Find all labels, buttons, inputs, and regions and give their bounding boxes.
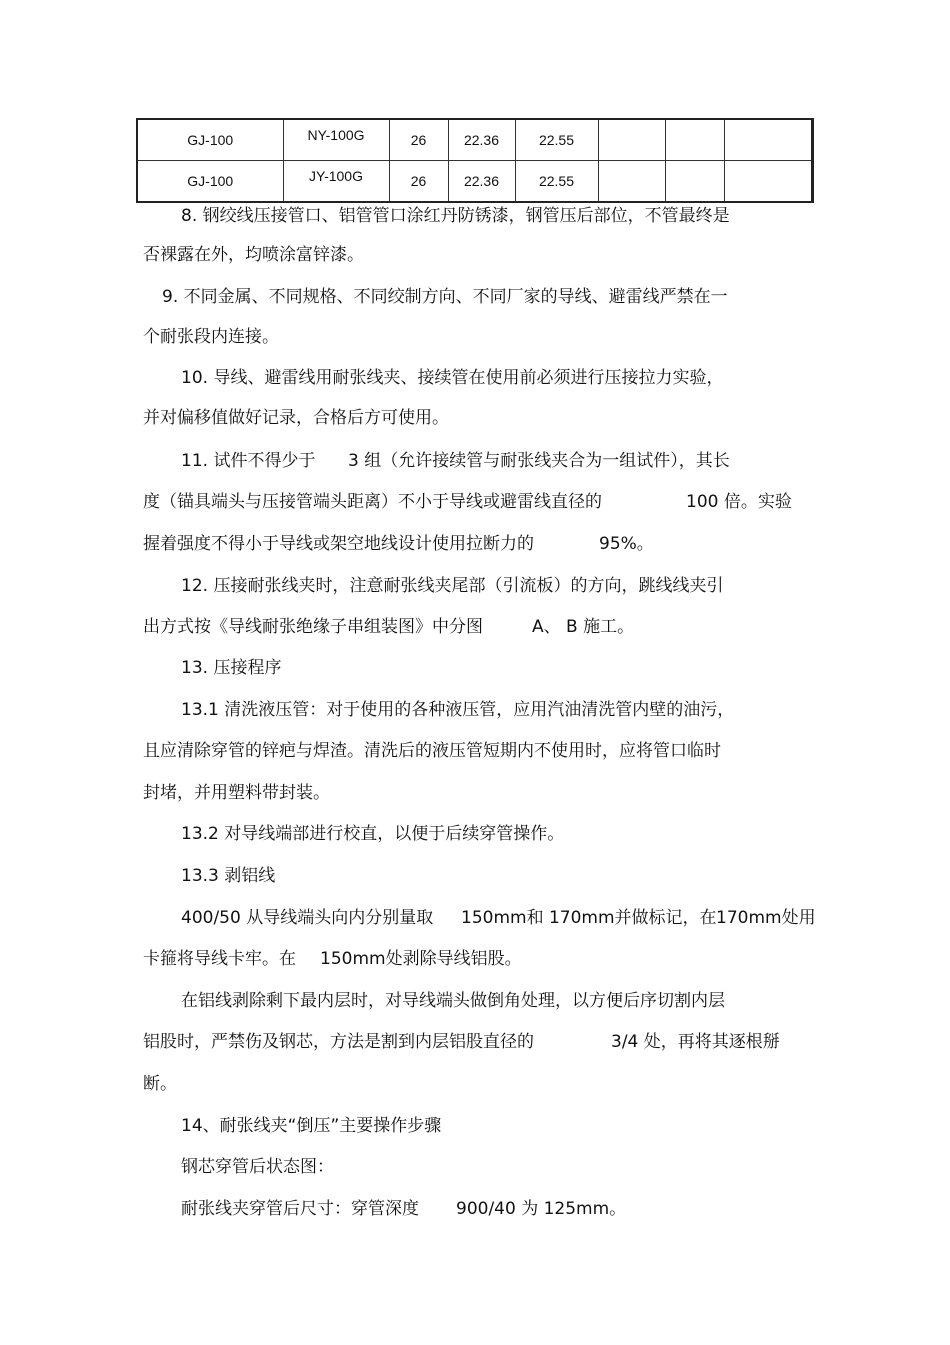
- paragraph-12-line-2a: 出方式按《导线耐张绝缘子串组装图》中分图: [143, 617, 483, 637]
- paragraph-13-2: 13.2 对导线端部进行校直，以便于后续穿管操作。: [181, 824, 565, 844]
- paragraph-8-line-1: 8. 钢绞线压接管口、铝管管口涂红丹防锈漆，钢管压后部位，不管最终是: [181, 206, 730, 226]
- table-cell: 22.55: [515, 119, 598, 161]
- paragraph-11-line-2a: 度（锚具端头与压接管端头距离）不小于导线或避雷线直径的: [143, 492, 602, 512]
- paragraph-400-line-1c: 170mm处用: [716, 908, 816, 928]
- paragraph-11-line-3a: 握着强度不得小于导线或架空地线设计使用拉断力的: [143, 534, 534, 554]
- table-cell: GJ-100: [137, 161, 283, 203]
- paragraph-11-line-1b: 3 组（允许接续管与耐张线夹合为一组试件），其长: [348, 451, 730, 471]
- table-row: [137, 161, 812, 203]
- paragraph-13-3: 13.3 剥铝线: [181, 866, 276, 886]
- table-cell: [598, 161, 665, 203]
- paragraph-12-line-2b: A、 B 施工。: [532, 617, 635, 637]
- paragraph-al-line-2b: 3/4 处，再将其逐根掰: [611, 1032, 780, 1052]
- paragraph-400-line-1b: 150mm和 170mm并做标记，在: [461, 908, 717, 928]
- dimension-line-b: 900/40 为 125mm。: [456, 1199, 627, 1219]
- table-cell: 22.36: [448, 161, 515, 203]
- table-cell: [724, 119, 812, 161]
- section-13-heading: 13. 压接程序: [181, 658, 282, 678]
- paragraph-al-line-2a: 铝股时，严禁伤及钢芯，方法是割到内层铝股直径的: [143, 1032, 534, 1052]
- paragraph-11-line-3b: 95%。: [599, 534, 654, 554]
- paragraph-10-line-1: 10. 导线、避雷线用耐张线夹、接续管在使用前必须进行压接拉力实验，: [181, 368, 724, 388]
- paragraph-13-1-line-2: 且应清除穿管的锌疤与焊渣。清洗后的液压管短期内不使用时，应将管口临时: [143, 741, 721, 761]
- paragraph-11-line-2b: 100 倍。实验: [686, 492, 792, 512]
- table-cell: NY-100G: [283, 119, 389, 161]
- paragraph-11-line-1a: 11. 试件不得少于: [181, 451, 316, 471]
- table-cell: [665, 119, 724, 161]
- table-cell: 26: [389, 161, 448, 203]
- table-cell: [665, 161, 724, 203]
- steel-core-caption: 钢芯穿管后状态图：: [181, 1157, 334, 1177]
- paragraph-12-line-1: 12. 压接耐张线夹时，注意耐张线夹尾部（引流板）的方向，跳线线夹引: [181, 576, 724, 596]
- table-row: [137, 119, 812, 161]
- paragraph-13-1-line-3: 封堵，并用塑料带封装。: [143, 783, 330, 803]
- paragraph-400-line-2b: 150mm处剥除导线铝股。: [320, 949, 522, 969]
- table-cell: JY-100G: [283, 161, 389, 203]
- paragraph-10-line-2: 并对偏移值做好记录，合格后方可使用。: [143, 408, 449, 428]
- table-cell: [598, 119, 665, 161]
- paragraph-9-line-1: 9. 不同金属、不同规格、不同绞制方向、不同厂家的导线、避雷线严禁在一: [162, 287, 728, 307]
- paragraph-9-line-2: 个耐张段内连接。: [143, 327, 279, 347]
- dimension-line-a: 耐张线夹穿管后尺寸：穿管深度: [181, 1199, 419, 1219]
- paragraph-13-1-line-1: 13.1 清洗液压管：对于使用的各种液压管，应用汽油清洗管内壁的油污，: [181, 700, 735, 720]
- spec-table: [136, 118, 814, 203]
- table-cell: 22.55: [515, 161, 598, 203]
- paragraph-al-line-1: 在铝线剥除剩下最内层时，对导线端头做倒角处理，以方便后序切割内层: [181, 991, 725, 1011]
- section-14-heading: 14、耐张线夹“倒压”主要操作步骤: [181, 1116, 442, 1136]
- paragraph-al-line-3: 断。: [143, 1074, 177, 1094]
- paragraph-400-line-2a: 卡箍将导线卡牢。在: [143, 949, 296, 969]
- table-cell: GJ-100: [137, 119, 283, 161]
- table-cell: [724, 161, 812, 203]
- table-cell: 22.36: [448, 119, 515, 161]
- paragraph-400-line-1a: 400/50 从导线端头向内分别量取: [181, 908, 434, 928]
- table-cell: 26: [389, 119, 448, 161]
- paragraph-8-line-2: 否裸露在外，均喷涂富锌漆。: [143, 245, 364, 265]
